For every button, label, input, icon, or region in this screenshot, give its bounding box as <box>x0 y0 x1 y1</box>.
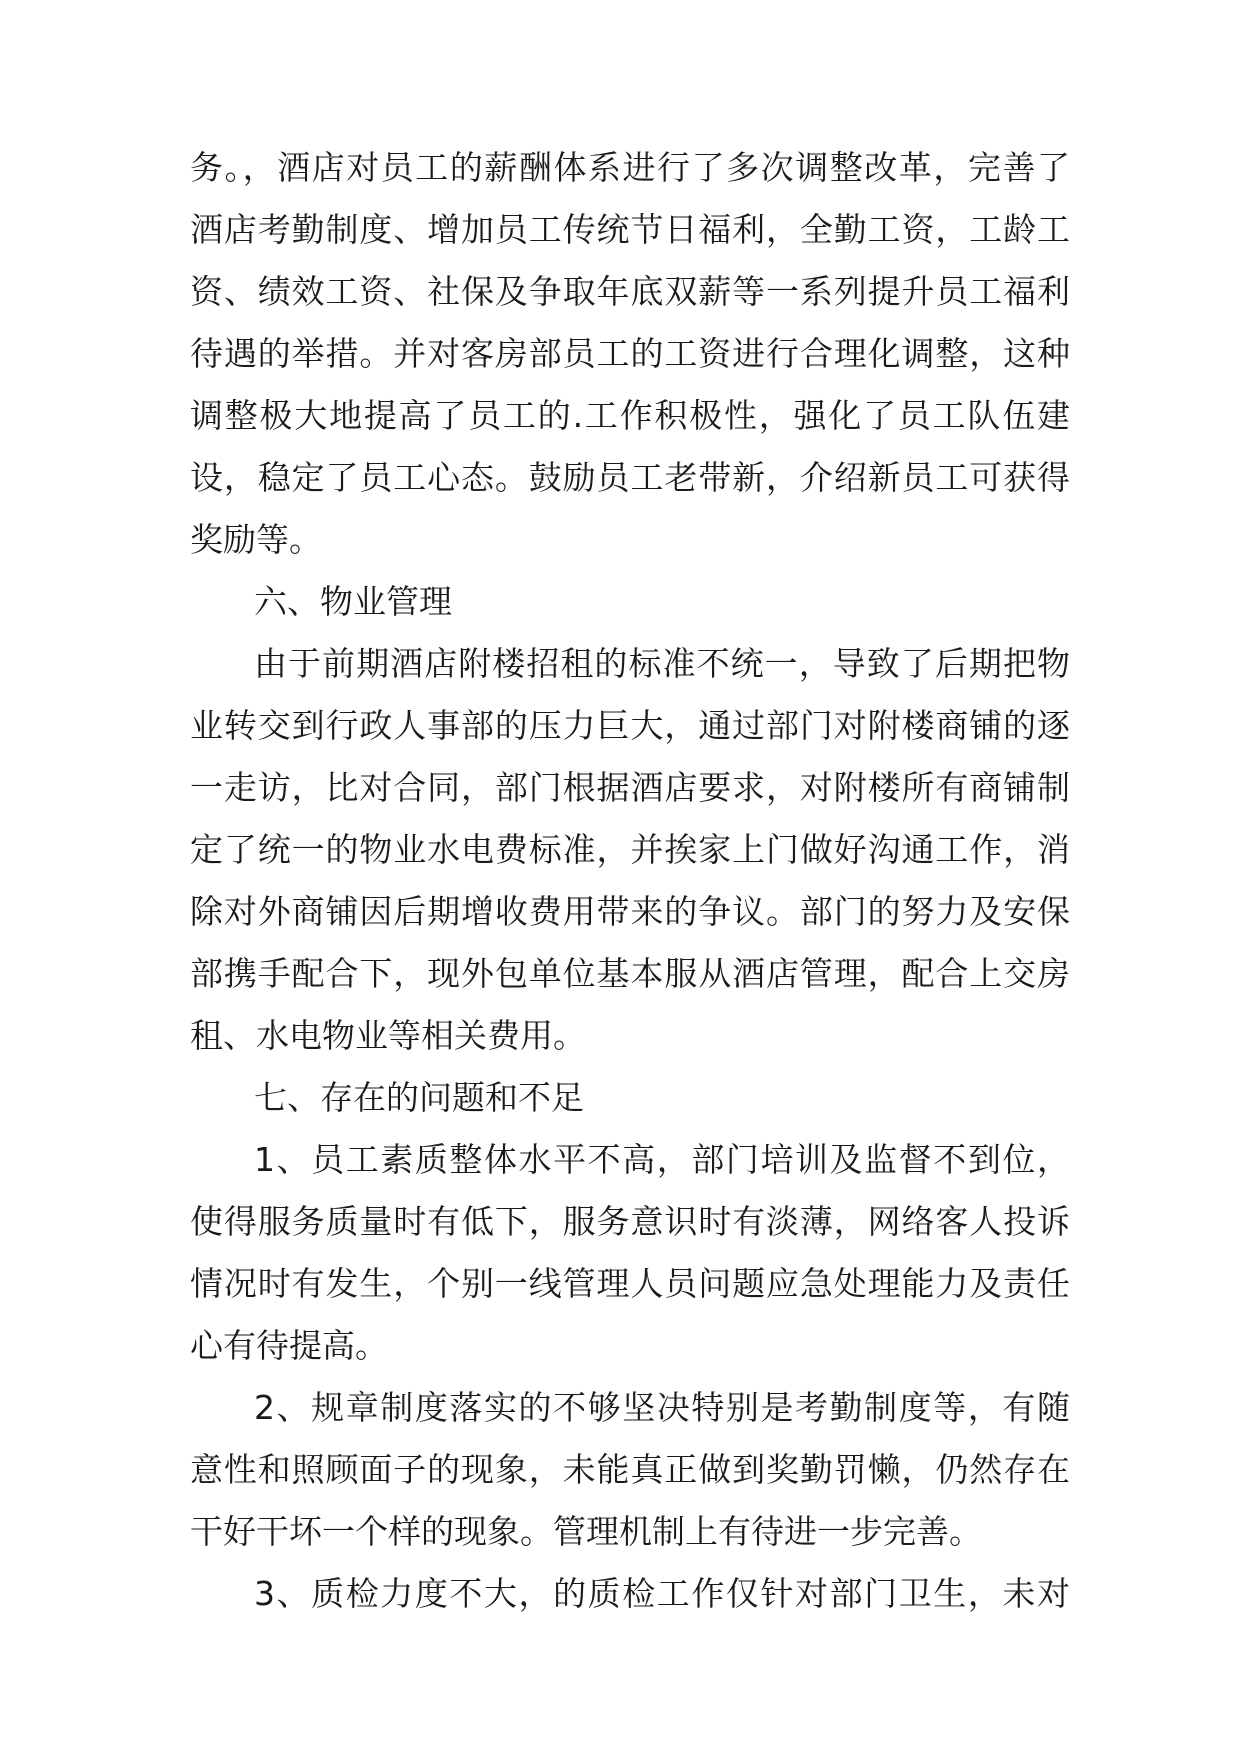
paragraph-line: 奖励等。 <box>190 520 322 559</box>
paragraph-line: 待遇的举措。并对客房部员工的工资进行合理化调整，这种 <box>190 334 1070 373</box>
paragraph-line: 使得服务质量时有低下，服务意识时有淡薄，网络客人投诉 <box>190 1202 1070 1241</box>
section-heading: 六、物业管理 <box>254 582 452 621</box>
paragraph-line: 2、规章制度落实的不够坚决特别是考勤制度等，有随 <box>254 1388 1070 1427</box>
paragraph-line: 由于前期酒店附楼招租的标准不统一，导致了后期把物 <box>254 644 1070 683</box>
paragraph-line: 酒店考勤制度、增加员工传统节日福利，全勤工资，工龄工 <box>190 210 1070 249</box>
paragraph-line: 意性和照顾面子的现象，未能真正做到奖勤罚懒，仍然存在 <box>190 1450 1070 1489</box>
paragraph-line: 调整极大地提高了员工的.工作积极性，强化了员工队伍建 <box>190 396 1070 435</box>
paragraph-line: 设，稳定了员工心态。鼓励员工老带新，介绍新员工可获得 <box>190 458 1070 497</box>
paragraph-line: 业转交到行政人事部的压力巨大，通过部门对附楼商铺的逐 <box>190 706 1070 745</box>
paragraph-line: 除对外商铺因后期增收费用带来的争议。部门的努力及安保 <box>190 892 1070 931</box>
paragraph-line: 租、水电物业等相关费用。 <box>190 1016 586 1055</box>
section-heading: 七、存在的问题和不足 <box>254 1078 584 1117</box>
paragraph-line: 部携手配合下，现外包单位基本服从酒店管理，配合上交房 <box>190 954 1070 993</box>
paragraph-line: 3、质检力度不大，的质检工作仅针对部门卫生，未对 <box>254 1574 1070 1613</box>
paragraph-line: 情况时有发生，个别一线管理人员问题应急处理能力及责任 <box>190 1264 1070 1303</box>
paragraph-line: 资、绩效工资、社保及争取年底双薪等一系列提升员工福利 <box>190 272 1070 311</box>
paragraph-line: 1、员工素质整体水平不高，部门培训及监督不到位， <box>254 1140 1070 1179</box>
paragraph-line: 一走访，比对合同，部门根据酒店要求，对附楼所有商铺制 <box>190 768 1070 807</box>
paragraph-line: 定了统一的物业水电费标准，并挨家上门做好沟通工作，消 <box>190 830 1070 869</box>
paragraph-line: 务。，酒店对员工的薪酬体系进行了多次调整改革，完善了 <box>190 148 1070 187</box>
paragraph-line: 心有待提高。 <box>190 1326 388 1365</box>
paragraph-line: 干好干坏一个样的现象。管理机制上有待进一步完善。 <box>190 1512 982 1551</box>
